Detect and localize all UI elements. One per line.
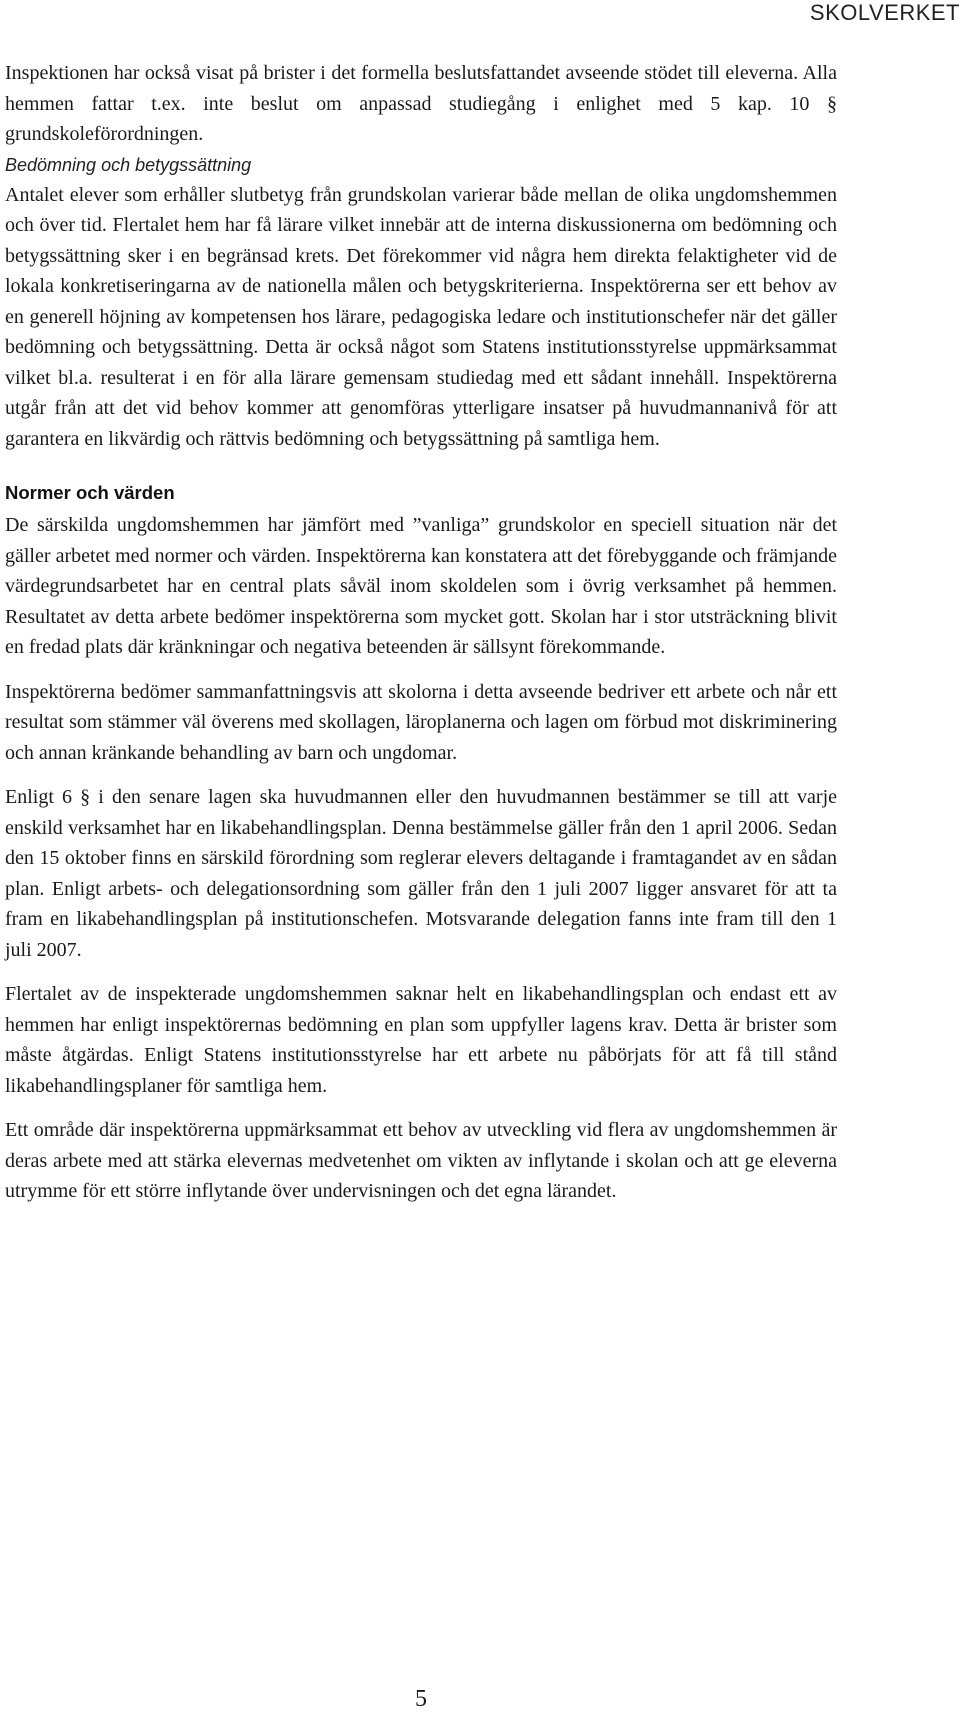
norms-paragraph-2: Inspektörerna bedömer sammanfattningsvis att skolorna i detta avseende bedriver ett arbete och når ett resultat som stämmer väl överens med skollagen, läroplanerna och lagen om förbud mot diskriminering och annan kränkande behandling av barn och ungdomar.: [5, 680, 837, 764]
page-header-org: SKOLVERKET: [809, 0, 960, 25]
norms-heading: Normer och värden: [5, 482, 175, 503]
norms-paragraph-1: De särskilda ungdomshemmen har jämfört med ”vanliga” grundskolor en speciell situation när det gäller arbetet med normer och värden. Inspektörerna kan konstatera att det förebyggande och främjande värdegrundsarbetet har en central plats såväl inom skoldelen som i övrig verksamhet på hemmen. Resultatet av detta arbete bedömer inspektörerna som mycket gott. Skolan har i stor utsträckning blivit en fredad plats där kränkningar och negativa beteenden är sällsynt förekommande.: [5, 514, 837, 658]
norms-paragraph-3: Enligt 6 § i den senare lagen ska huvudmannen eller den huvudmannen bestämmer se till att varje enskild verksamhet har en likabehandlingsplan. Denna bestämmelse gäller från den 1 april 2006. Sedan den 15 oktober finns en särskild förordning som reglerar elevers deltagande i framtagandet av en sådan plan. Enligt arbets- och delegationsordning som gäller från den 1 juli 2007 ligger ansvaret för att ta fram en likabehandlingsplan på institutionschefen. Motsvarande delegation fanns inte fram till den 1 juli 2007.: [5, 786, 837, 961]
assessment-paragraph: Antalet elever som erhåller slutbetyg från grundskolan varierar både mellan de olika ungdomshemmen och över tid. Flertalet hem har få lärare vilket innebär att de interna diskussionerna om bedömning och betygssättning sker i en begränsad krets. Det förekommer vid några hem direkta felaktigheter vid de lokala konkretiseringarna av de nationella målen och betygskriterierna. Inspektörerna ser ett behov av en generell höjning av kompetensen hos lärare, pedagogiska ledare och institutionschefer när det gäller bedömning och betygssättning. Detta är också något som Statens institutionsstyrelse uppmärksammat vilket bl.a. resulterat i en för alla lärare gemensam studiedag med ett sådant innehåll. Inspektörerna utgår från att det vid behov kommer att genomföras ytterligare insatser på huvudmannanivå för att garantera en likvärdig och rättvis bedömning och betygssättning på samtliga hem.: [5, 183, 837, 450]
page-number: 5: [415, 1686, 427, 1712]
assessment-subheading: Bedömning och betygssättning: [5, 154, 252, 175]
norms-paragraph-5: Ett område där inspektörerna uppmärksammat ett behov av utveckling vid flera av ungdomshemmen är deras arbete med att stärka elevernas medvetenhet om vikten av inflytande i skolan och att ge eleverna utrymme för ett större inflytande över undervisningen och det egna lärandet.: [5, 1119, 837, 1202]
intro-paragraph: Inspektionen har också visat på brister i det formella beslutsfattandet avseende stödet till eleverna. Alla hemmen fattar t.ex. inte beslut om anpassad studiegång i enlighet med 5 kap. 10 § grundskoleförordningen.: [5, 62, 837, 145]
norms-paragraph-4: Flertalet av de inspekterade ungdomshemmen saknar helt en likabehandlingsplan och endast ett av hemmen har enligt inspektörernas bedömning en plan som uppfyller lagens krav. Detta är brister som måste åtgärdas. Enligt Statens institutionsstyrelse har ett arbete nu påbörjats för att få till stånd likabehandlingsplaner för samtliga hem.: [5, 983, 837, 1097]
document-body: [5, 58, 837, 1221]
